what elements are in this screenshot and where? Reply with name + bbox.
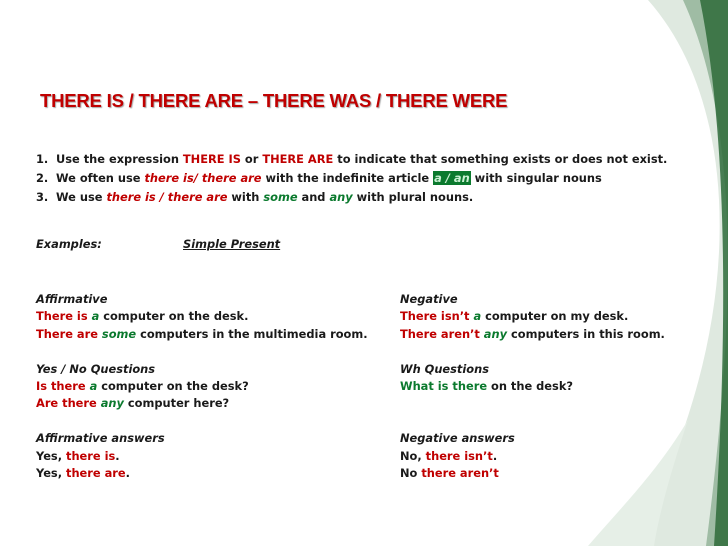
keyword: THERE ARE: [262, 152, 334, 166]
example-line: There aren’t any computers in this room.: [400, 326, 665, 341]
example-line: Yes, there are.: [36, 466, 130, 481]
section-heading: Yes / No Questions: [36, 361, 156, 376]
example-line: Is there a computer on the desk?: [36, 379, 249, 394]
page-title: THERE IS / THERE ARE – THERE WAS / THERE WERE: [40, 90, 508, 111]
rule-number: 2.: [36, 171, 49, 185]
section-heading: Negative answers: [400, 431, 515, 446]
rule-item: 3. We use there is / there are with some and any with plural nouns.: [36, 188, 667, 207]
right-column: [400, 291, 665, 482]
rule-item: 1. Use the expression THERE IS or THERE ARE to indicate that something exists or does not exist.: [36, 150, 667, 169]
keyword: THERE IS: [182, 152, 241, 166]
example-line: Yes, there is.: [36, 448, 120, 463]
section-heading: Wh Questions: [400, 361, 490, 376]
section-heading: Affirmative answers: [36, 431, 165, 446]
keyword: there is / there are: [106, 190, 228, 204]
example-line: No there aren’t: [400, 466, 499, 481]
tense-label: Simple Present: [183, 237, 281, 251]
examples-label: Examples:: [36, 237, 102, 251]
highlighted-article: a / an: [434, 171, 470, 185]
keyword: there is/ there are: [144, 171, 262, 185]
example-line: There is a computer on the desk.: [36, 309, 249, 324]
rule-item: 2. We often use there is/ there are with the indefinite article a / an with singular nouns: [36, 169, 667, 188]
example-line: Are there any computer here?: [36, 396, 230, 411]
keyword: any: [329, 190, 353, 204]
rules-list: [36, 150, 667, 207]
keyword: some: [263, 190, 298, 204]
left-column: [36, 291, 368, 482]
example-line: No, there isn’t.: [400, 448, 498, 463]
example-line: What is there on the desk?: [400, 379, 573, 394]
example-line: There isn’t a computer on my desk.: [400, 309, 629, 324]
section-heading: Negative: [400, 292, 458, 306]
section-heading: Affirmative: [36, 292, 108, 306]
example-line: There are some computers in the multimedia room.: [36, 326, 368, 341]
rule-number: 1.: [36, 152, 49, 166]
rule-number: 3.: [36, 190, 49, 204]
